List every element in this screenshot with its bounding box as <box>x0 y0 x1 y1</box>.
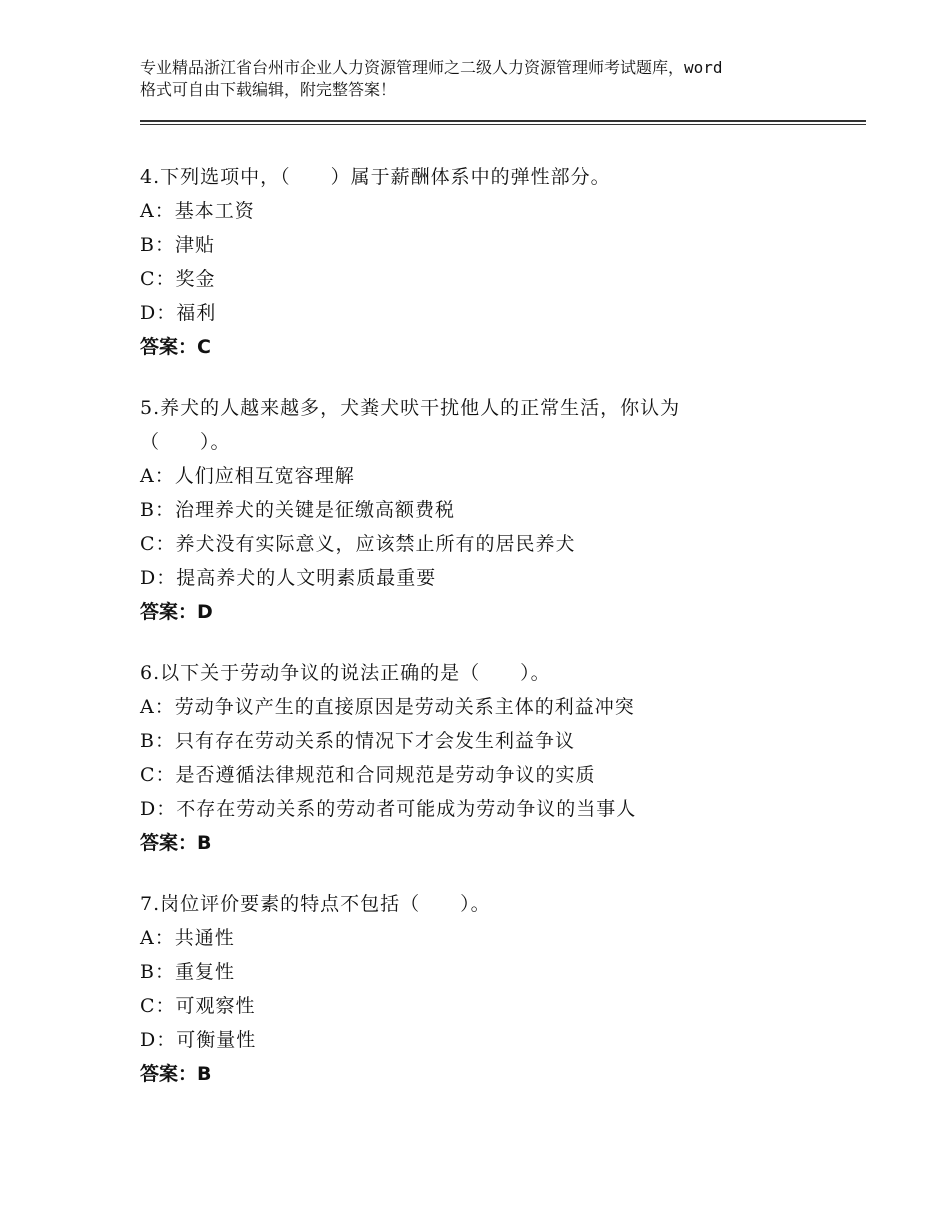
answer-label: 答案：B <box>140 832 212 854</box>
answer-label: 答案：B <box>140 1063 212 1085</box>
header-divider-thin <box>140 124 866 125</box>
option-d: D：福利 <box>140 302 217 324</box>
option-a: A：共通性 <box>140 927 235 949</box>
option-c: C：奖金 <box>140 268 216 290</box>
option-c: C：可观察性 <box>140 995 256 1017</box>
option-a: A：劳动争议产生的直接原因是劳动关系主体的利益冲突 <box>140 696 635 718</box>
question-6 <box>140 656 860 860</box>
option-c: C：养犬没有实际意义，应该禁止所有的居民养犬 <box>140 533 576 555</box>
option-b: B：津贴 <box>140 234 215 256</box>
option-b: B：只有存在劳动关系的情况下才会发生利益争议 <box>140 730 575 752</box>
question-stem: 5.养犬的人越来越多，犬粪犬吠干扰他人的正常生活，你认为 <box>140 397 681 419</box>
option-d: D：提高养犬的人文明素质最重要 <box>140 567 437 589</box>
question-stem-continued: （ ）。 <box>140 431 231 453</box>
document-header <box>140 57 840 101</box>
option-c: C：是否遵循法律规范和合同规范是劳动争议的实质 <box>140 764 596 786</box>
question-7 <box>140 887 860 1091</box>
question-stem: 4.下列选项中，（ ）属于薪酬体系中的弹性部分。 <box>140 166 611 188</box>
header-line-1: 专业精品浙江省台州市企业人力资源管理师之二级人力资源管理师考试题库，word <box>140 58 723 77</box>
header-divider <box>140 120 866 122</box>
question-4 <box>140 160 860 364</box>
question-stem: 7.岗位评价要素的特点不包括（ ）。 <box>140 893 491 915</box>
option-b: B：重复性 <box>140 961 235 983</box>
header-line-2: 格式可自由下载编辑，附完整答案！ <box>140 80 397 99</box>
answer-label: 答案：C <box>140 336 211 358</box>
option-a: A：基本工资 <box>140 200 255 222</box>
question-list <box>140 160 860 1118</box>
option-a: A：人们应相互宽容理解 <box>140 465 355 487</box>
answer-label: 答案：D <box>140 601 213 623</box>
question-stem: 6.以下关于劳动争议的说法正确的是（ ）。 <box>140 662 551 684</box>
question-5 <box>140 391 860 629</box>
option-d: D：不存在劳动关系的劳动者可能成为劳动争议的当事人 <box>140 798 637 820</box>
option-d: D：可衡量性 <box>140 1029 257 1051</box>
option-b: B：治理养犬的关键是征缴高额费税 <box>140 499 455 521</box>
